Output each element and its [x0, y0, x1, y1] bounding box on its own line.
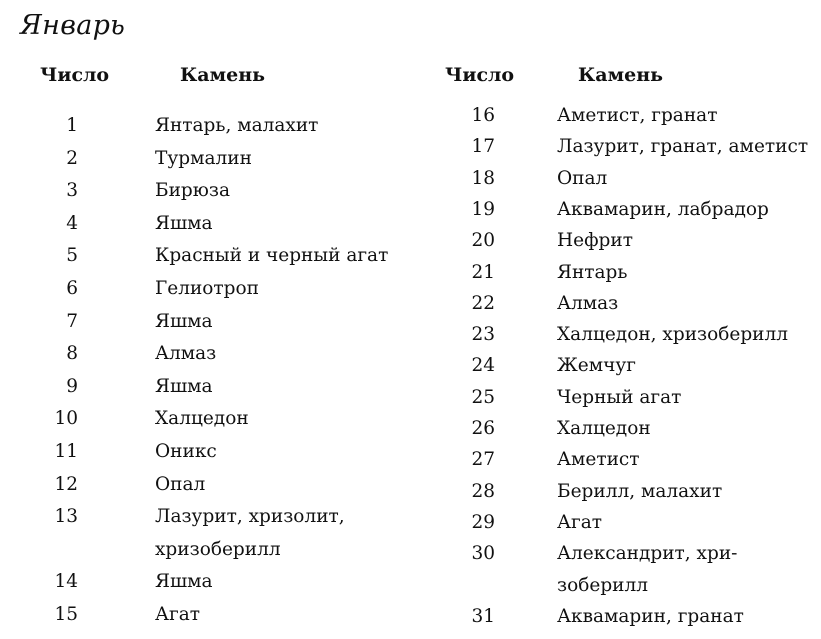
row-stone: Черный агат [557, 386, 682, 408]
row-number: 14 [54, 571, 78, 593]
row-number: 16 [471, 105, 495, 126]
row-stone: Жемчуг [557, 355, 636, 377]
row-stone: Алмаз [557, 292, 619, 314]
row-stone: Опал [557, 167, 608, 189]
row-stone: Яшма [155, 310, 213, 332]
row-stone: Халцедон [155, 408, 249, 430]
row-number: 19 [471, 198, 495, 220]
right-header-number: Число [445, 64, 515, 86]
row-stone: Аквамарин, гранат [557, 605, 744, 627]
row-number: 22 [471, 292, 495, 314]
row-number: 24 [471, 355, 495, 377]
row-stone: Яшма [155, 375, 213, 397]
row-stone: Нефрит [557, 230, 633, 252]
row-number: 13 [54, 506, 78, 528]
row-stone: Алмаз [155, 343, 217, 365]
row-stone: Лазурит, хризолит, [155, 506, 345, 528]
row-number: 18 [471, 167, 495, 189]
row-stone: Красный и черный агат [155, 245, 389, 267]
row-stone: Лазурит, гранат, аметист [557, 136, 809, 158]
row-number: 10 [54, 408, 78, 430]
row-stone: Опал [155, 473, 206, 495]
row-stone: Халцедон [557, 418, 651, 439]
row-stone: зоберилл [557, 574, 648, 596]
row-stone: Александрит, хри- [557, 543, 738, 565]
row-stone: Яшма [155, 571, 213, 593]
row-number: 15 [54, 604, 78, 625]
row-number: 17 [471, 136, 495, 158]
left-header-number: Число [40, 64, 110, 86]
row-number: 7 [66, 310, 78, 332]
row-number: 31 [471, 605, 495, 627]
row-stone: Агат [155, 604, 200, 625]
row-stone: хризоберилл [155, 538, 281, 560]
row-stone: Аквамарин, лабрадор [557, 198, 769, 220]
row-stone: Аметист, гранат [557, 105, 718, 126]
row-number: 25 [471, 386, 495, 408]
row-number: 8 [66, 343, 78, 365]
row-stone: Гелиотроп [155, 278, 259, 299]
page-title: Январь [20, 10, 126, 41]
row-number: 4 [66, 212, 78, 234]
row-number: 30 [471, 543, 495, 565]
row-number: 3 [66, 180, 78, 202]
row-number: 2 [66, 147, 78, 169]
row-number: 1 [66, 115, 78, 136]
row-stone: Берилл, малахит [557, 480, 723, 502]
row-stone: Яшма [155, 212, 213, 234]
right-header-stone: Камень [578, 64, 663, 86]
left-header-stone: Камень [180, 64, 265, 86]
row-number: 28 [471, 480, 495, 502]
row-number: 12 [54, 473, 78, 495]
row-number: 26 [471, 418, 495, 439]
row-number: 20 [471, 230, 495, 252]
row-number: 21 [471, 261, 495, 283]
row-number: 27 [471, 449, 495, 471]
row-stone: Янтарь [557, 261, 628, 283]
row-number: 5 [66, 245, 78, 267]
row-stone: Оникс [155, 441, 217, 462]
row-number: 11 [54, 441, 78, 462]
row-stone: Турмалин [155, 147, 252, 169]
row-number: 6 [66, 278, 78, 299]
row-stone: Халцедон, хризоберилл [557, 324, 789, 346]
row-stone: Бирюза [155, 180, 230, 202]
row-number: 23 [471, 324, 495, 346]
row-stone: Янтарь, малахит [155, 115, 319, 136]
row-stone: Аметист [557, 449, 640, 471]
row-stone: Агат [557, 511, 602, 533]
row-number: 9 [66, 375, 78, 397]
row-number: 29 [471, 511, 495, 533]
